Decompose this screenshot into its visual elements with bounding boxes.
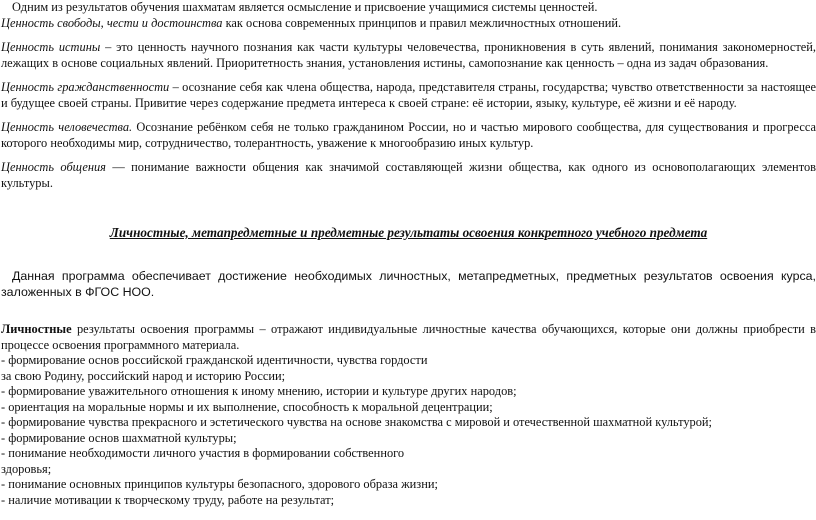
value-term: Ценность человечества. <box>1 120 133 134</box>
list-item: - формирование чувства прекрасного и эстетического чувства на основе знакомства с мировой и отечественной шахматной культурой; <box>1 415 712 429</box>
list-item: - формирование основ шахматной культуры; <box>1 430 237 445</box>
value-freedom <box>1 16 816 32</box>
section-heading: Личностные, метапредметные и предметные результаты освоения конкретного учебного предмета <box>109 225 708 240</box>
list-item: - ориентация на моральные нормы и их выполнение, способность к моральной децентрации; <box>1 399 493 414</box>
value-truth <box>1 40 816 71</box>
list-item: - формирование уважительного отношения к иному мнению, истории и культуре других народов; <box>1 384 517 398</box>
list-item: - формирование основ российской гражданской идентичности, чувства гордости <box>1 353 428 367</box>
personal-text: результаты освоения программы – отражают индивидуальные личностные качества обучающихся, которые они должны приобрести в процессе освоения программного материала. <box>1 322 816 352</box>
list-item: здоровья; <box>1 461 52 476</box>
value-text: – осознание себя как члена общества, народа, представителя страны, государства; чувство ответственности за настоящее и будущее своей страны. Привитие через содержание предмета интереса к своей стране: её истории, языку, культуре, её жизни и её народу. <box>1 80 816 110</box>
intro-paragraph: Одним из результатов обучения шахматам является осмысление и присвоение учащимися системы ценностей. <box>12 0 598 14</box>
personal-results-paragraph <box>1 322 816 353</box>
value-term: Ценность истины <box>1 40 101 54</box>
value-text: как основа современных принципов и правил межличностных отношений. <box>222 15 622 30</box>
list-item: - понимание необходимости личного участия в формировании собственного <box>1 446 405 460</box>
list-item: - наличие мотивации к творческому труду, работе на результат; <box>1 492 335 507</box>
value-humanity <box>1 120 816 151</box>
value-term: Ценность общения <box>1 160 106 174</box>
value-text: Осознание ребёнком себя не только гражданином России, но и частью мирового сообщества, для существования и прогресса которого необходимы мир, сотрудничество, толерантность, уважение к многообразию иных культур. <box>1 120 816 150</box>
value-term: Ценность гражданственности <box>1 80 170 94</box>
value-citizenship <box>1 80 816 111</box>
value-communication <box>1 160 816 191</box>
results-list <box>1 353 816 508</box>
value-text: – это ценность научного познания как части культуры человечества, проникновения в суть явлений, понимания закономерностей, лежащих в основе социальных явлений. Приоритетность знания, установления истины, самопознание как ценность – одна из задач образования. <box>1 40 816 70</box>
value-text: — понимание важности общения как значимой составляющей жизни общества, как одного из основополагающих элементов культуры. <box>1 160 816 190</box>
value-term: Ценность свободы, чести и достоинства <box>1 15 223 30</box>
personal-term: Личностные <box>1 322 72 336</box>
program-note: Данная программа обеспечивает достижение необходимых личностных, метапредметных, предметных результатов освоения курса, заложенных в ФГОС НОО. <box>1 269 816 299</box>
list-item: за свою Родину, российский народ и историю России; <box>1 368 286 383</box>
list-item: - понимание основных принципов культуры безопасного, здорового образа жизни; <box>1 477 438 491</box>
